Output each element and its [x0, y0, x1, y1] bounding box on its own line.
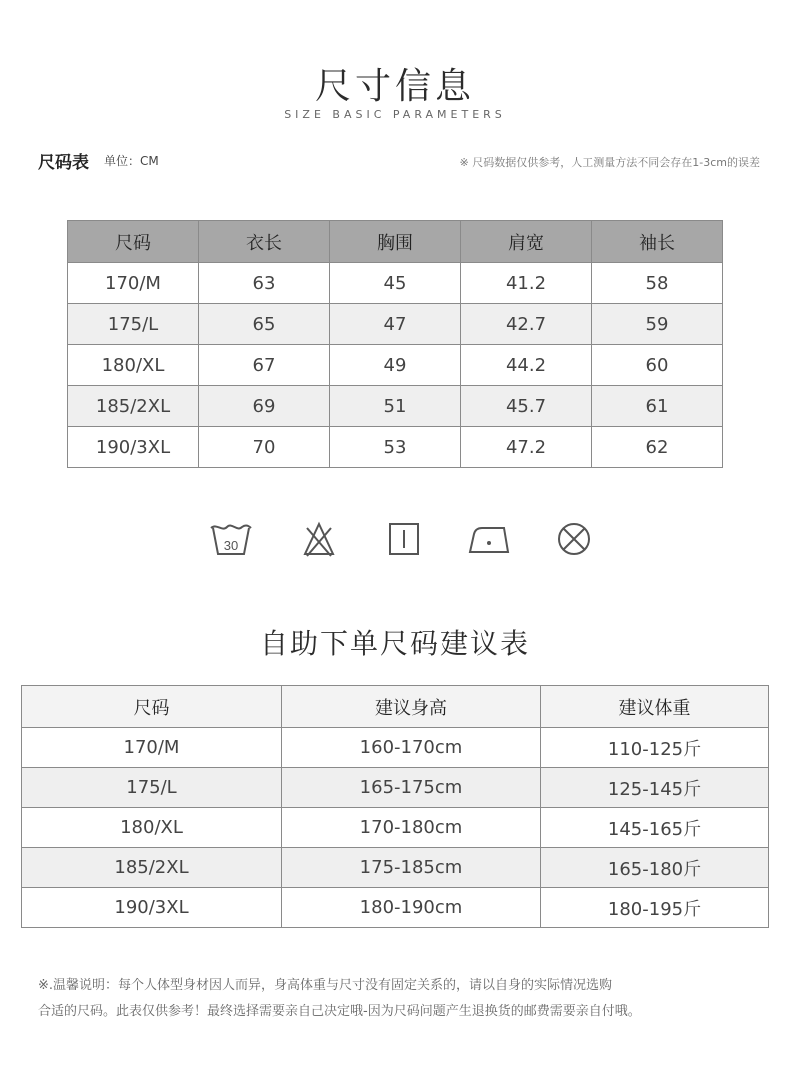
table-cell: 145-165斤 — [541, 808, 769, 848]
wash-temp-label: 30 — [223, 538, 239, 553]
table-cell: 70 — [199, 427, 330, 468]
table-cell: 180/XL — [68, 345, 199, 386]
table-cell: 65 — [199, 304, 330, 345]
table-cell: 41.2 — [461, 263, 592, 304]
footnote-line: 合适的尺码。此表仅供参考！最终选择需要亲自己决定哦-因为尺码问题产生退换货的邮费需要亲自付哦。 — [38, 1004, 641, 1019]
header-cell: 建议身高 — [282, 686, 541, 728]
table-cell: 185/2XL — [68, 386, 199, 427]
header-cell: 衣长 — [199, 221, 330, 263]
footnote-line: ※.温馨说明：每个人体型身材因人而异，身高体重与尺寸没有固定关系的，请以自身的实际情况选购 — [38, 978, 613, 993]
table-cell: 63 — [199, 263, 330, 304]
table-row — [22, 848, 769, 888]
footnote — [38, 973, 768, 1025]
table-header-row — [68, 221, 723, 263]
recommend-title: 自助下单尺码建议表 — [259, 627, 530, 660]
table-row — [68, 386, 723, 427]
page-subtitle: SIZE BASIC PARAMETERS — [284, 108, 506, 121]
table-cell: 170/M — [68, 263, 199, 304]
table-cell: 67 — [199, 345, 330, 386]
hang-dry-icon — [388, 518, 420, 562]
table-cell: 62 — [592, 427, 723, 468]
table-cell: 47 — [330, 304, 461, 345]
header-cell: 尺码 — [68, 221, 199, 263]
iron-low-icon — [468, 518, 512, 562]
table-cell: 61 — [592, 386, 723, 427]
table-cell: 190/3XL — [68, 427, 199, 468]
table-cell: 47.2 — [461, 427, 592, 468]
table-row — [22, 768, 769, 808]
table-row — [68, 263, 723, 304]
header-cell: 建议体重 — [541, 686, 769, 728]
measurement-note: ※ 尺码数据仅供参考，人工测量方法不同会存在1-3cm的误差 — [459, 156, 760, 169]
table-cell: 60 — [592, 345, 723, 386]
table-header-row — [22, 686, 769, 728]
recommend-table — [21, 685, 769, 928]
table-cell: 175/L — [22, 768, 282, 808]
table-cell: 165-180斤 — [541, 848, 769, 888]
table-cell: 110-125斤 — [541, 728, 769, 768]
table-cell: 180/XL — [22, 808, 282, 848]
header-cell: 尺码 — [22, 686, 282, 728]
unit-label: 单位：CM — [104, 154, 159, 168]
table-cell: 170-180cm — [282, 808, 541, 848]
table-cell: 190/3XL — [22, 888, 282, 928]
table-row — [68, 345, 723, 386]
table-row — [68, 427, 723, 468]
table-cell: 45.7 — [461, 386, 592, 427]
table-cell: 185/2XL — [22, 848, 282, 888]
header-cell: 胸围 — [330, 221, 461, 263]
table-row — [68, 304, 723, 345]
table-cell: 69 — [199, 386, 330, 427]
chart-label: 尺码表 — [38, 153, 89, 173]
table-cell: 125-145斤 — [541, 768, 769, 808]
table-row — [22, 888, 769, 928]
header-cell: 肩宽 — [461, 221, 592, 263]
table-cell: 44.2 — [461, 345, 592, 386]
table-cell: 45 — [330, 263, 461, 304]
size-table — [67, 220, 723, 468]
table-cell: 42.7 — [461, 304, 592, 345]
table-cell: 49 — [330, 345, 461, 386]
table-cell: 180-190cm — [282, 888, 541, 928]
no-bleach-icon — [302, 518, 336, 562]
table-cell: 51 — [330, 386, 461, 427]
table-cell: 160-170cm — [282, 728, 541, 768]
table-row — [22, 728, 769, 768]
table-row — [22, 808, 769, 848]
table-cell: 175-185cm — [282, 848, 541, 888]
page-title: 尺寸信息 — [314, 66, 475, 107]
table-cell: 165-175cm — [282, 768, 541, 808]
wash-30-icon — [208, 518, 254, 562]
table-cell: 59 — [592, 304, 723, 345]
table-cell: 175/L — [68, 304, 199, 345]
no-dry-clean-icon — [556, 518, 592, 562]
header-cell: 袖长 — [592, 221, 723, 263]
table-cell: 170/M — [22, 728, 282, 768]
care-icons — [208, 518, 598, 562]
table-cell: 53 — [330, 427, 461, 468]
table-cell: 180-195斤 — [541, 888, 769, 928]
table-cell: 58 — [592, 263, 723, 304]
